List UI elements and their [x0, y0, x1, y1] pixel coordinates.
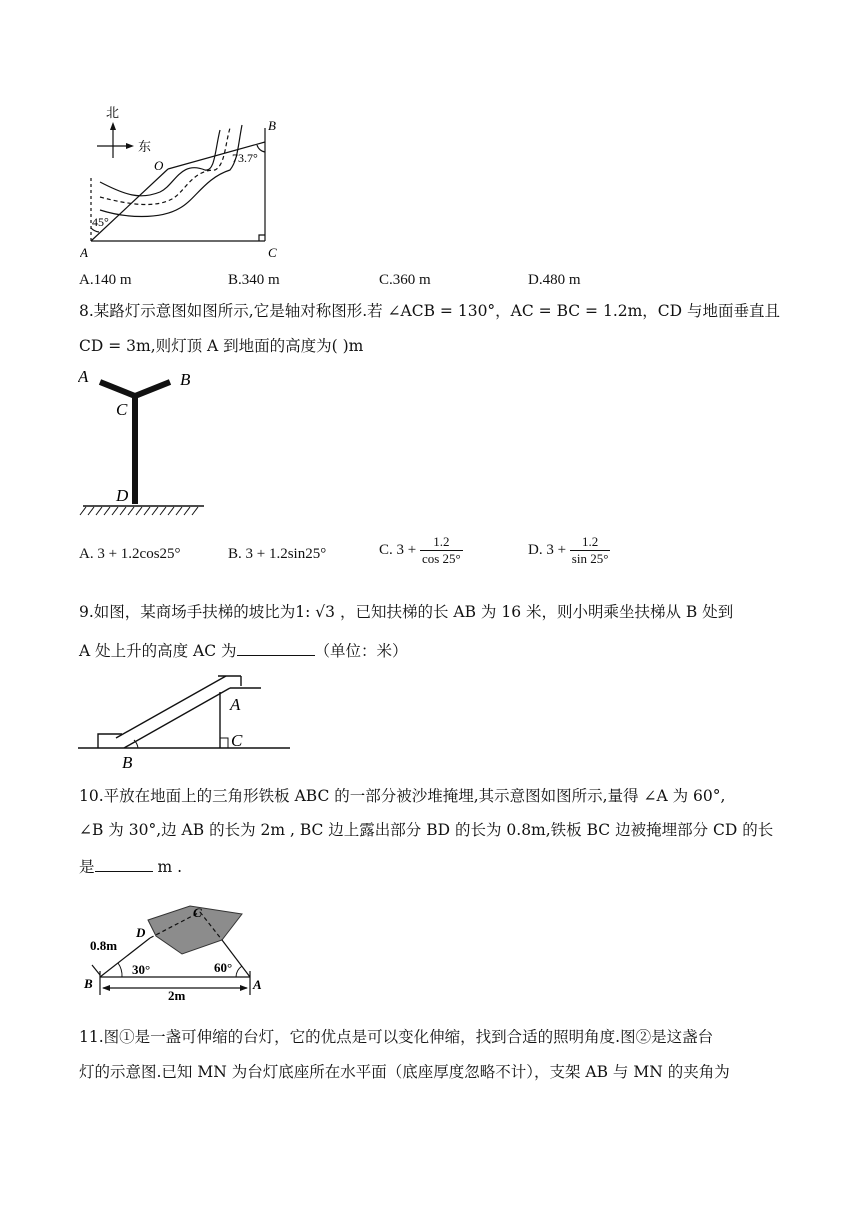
q8-line-2: CD = 3m,则灯顶 A 到地面的高度为( )m [79, 337, 364, 355]
q8-option-b[interactable]: B. 3 + 1.2sin25° [228, 546, 327, 562]
q9-line-2 [79, 641, 408, 660]
q9-line-2-end: （单位：米） [314, 642, 408, 660]
q10-line-3 [79, 857, 182, 876]
q8-option-d-fraction [570, 534, 611, 568]
q8-option-d-numerator: 1.2 [581, 534, 599, 549]
fig7-angle-a: 45° [92, 215, 109, 229]
fig7-angle-b: 73.7° [232, 151, 258, 165]
fig7-label-b: B [268, 118, 276, 133]
fig10-angle-b: 30° [132, 962, 151, 977]
fig10-angle-a: 60° [214, 960, 233, 975]
q8-option-c[interactable] [379, 534, 463, 568]
fig8-label-a: A [78, 367, 89, 386]
q9-line-1: 9.如图，某商场手扶梯的坡比为1: √3 ，已知扶梯的长 AB 为 16 米，则小明乘坐扶梯从 B 处到 [79, 603, 734, 621]
fig7-label-a: A [80, 245, 88, 260]
q8-option-c-fraction [420, 534, 463, 568]
q10-line-3-start: 是 [79, 858, 95, 876]
q8-option-d[interactable] [528, 534, 610, 568]
fig7-east: 东 [138, 139, 152, 154]
q8-option-c-numerator: 1.2 [433, 534, 450, 549]
fig10-label-a: A [253, 977, 262, 992]
fig9-label-c: C [231, 731, 243, 750]
q10-line-1: 10.平放在地面上的三角形铁板 ABC 的一部分被沙堆掩埋,其示意图如图所示,量得 ∠A 为 60°, [79, 787, 726, 805]
q8-option-c-denominator: cos 25° [421, 551, 461, 567]
q10-line-3-end: m . [152, 858, 182, 876]
fig10-label-b: B [84, 976, 93, 991]
q8-option-d-denominator: sin 25° [571, 551, 609, 567]
q11-line-1: 11.图①是一盏可伸缩的台灯，它的优点是可以变化伸缩，找到合适的照明角度.图②是这盏台 [79, 1028, 714, 1046]
q8-option-a[interactable]: A. 3 + 1.2cos25° [79, 546, 181, 562]
q9-answer-blank[interactable] [237, 641, 315, 656]
q8-option-c-prefix: C. 3 + [379, 542, 417, 559]
figure-q8 [78, 366, 218, 518]
q7-option-a[interactable]: A.140 m [79, 272, 132, 288]
fig8-label-c: C [116, 400, 128, 419]
fig10-label-bd: 0.8m [90, 938, 118, 953]
q11-line-2: 灯的示意图.已知 MN 为台灯底座所在水平面（底座厚度忽略不计），支架 AB 与 MN 的夹角为 [79, 1063, 730, 1081]
fig7-north: 北 [106, 105, 120, 120]
q7-option-b[interactable]: B.340 m [228, 272, 280, 288]
q8-line-1: 8.某路灯示意图如图所示,它是轴对称图形.若 ∠ACB = 130°，AC = BC = 1.2m，CD 与地面垂直且 [79, 302, 781, 320]
fig9-label-b: B [122, 753, 133, 770]
fig8-label-d: D [116, 486, 129, 505]
fig7-label-o: O [154, 158, 164, 173]
fig10-label-c: C [193, 905, 202, 920]
fig9-label-a: A [230, 695, 241, 714]
q8-option-d-prefix: D. 3 + [528, 542, 567, 559]
q9-line-2-start: A 处上升的高度 AC 为 [79, 642, 237, 660]
q7-option-d[interactable]: D.480 m [528, 272, 581, 288]
figure-q9 [78, 672, 293, 770]
figure-q10 [82, 900, 267, 1000]
fig7-label-c: C [268, 245, 277, 260]
fig10-label-ab: 2m [168, 988, 186, 1000]
q10-answer-blank[interactable] [95, 857, 153, 872]
q7-option-c[interactable]: C.360 m [379, 272, 431, 288]
figure-q7 [80, 100, 290, 260]
q10-line-2: ∠B 为 30°,边 AB 的长为 2m , BC 边上露出部分 BD 的长为 0.8m,铁板 BC 边被掩埋部分 CD 的长 [79, 821, 774, 839]
fig10-label-d: D [136, 925, 146, 940]
fig8-label-b: B [180, 370, 191, 389]
